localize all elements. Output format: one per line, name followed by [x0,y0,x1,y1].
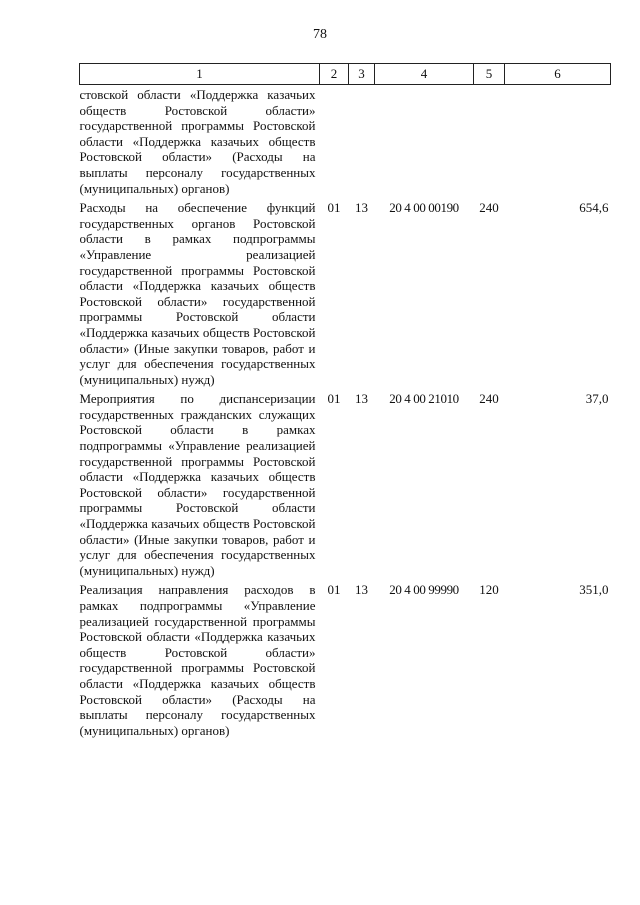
row-amount [505,85,611,201]
row-target-code [375,85,474,201]
table-row [80,391,611,582]
table-row [80,200,611,391]
row-section: 01 [327,200,341,216]
row-subsection: 13 [355,200,368,216]
table-row [80,582,611,742]
row-subsection [349,85,375,201]
row-amount: 654,6 [579,200,609,216]
row-expense-type: 240 [479,200,499,216]
row-expense-type [474,85,505,201]
row-subsection: 13 [355,391,368,407]
budget-table [79,63,611,742]
row-subsection: 13 [355,582,368,598]
row-target-code: 20 4 00 99990 [389,582,459,598]
row-amount: 351,0 [579,582,609,598]
header-col-4: 4 [375,64,474,85]
header-col-5: 5 [474,64,505,85]
row-target-code: 20 4 00 00190 [389,200,459,216]
row-target-code: 20 4 00 21010 [389,391,459,407]
header-col-3: 3 [349,64,375,85]
header-col-1: 1 [80,64,320,85]
row-section: 01 [327,582,341,598]
row-description: Мероприятия по диспансеризации государственных гражданских служащих Ростовской области в рамках подпрограммы «Управление реализацией государственной программы Ростовской области «Поддержка казачьих обществ Ростовской области» государственной программы Ростовской области «Поддержка казачьих обществ Ростовской области» (Иные закупки товаров, работ и услуг для обеспечения государственных (муниципальных) нужд) [79,391,316,578]
row-description: Реализация направления расходов в рамках подпрограммы «Управление реализацией государственной программы Ростовской области «Поддержка казачьих обществ Ростовской области» государственной программы Ростовской области «Поддержка казачьих обществ Ростовской области» (Расходы на выплаты персоналу государственных (муниципальных) органов) [79,582,316,738]
table-row [80,85,611,201]
row-section [320,85,349,201]
row-description: Расходы на обеспечение функций государственных органов Ростовской области в рамках подпрограммы «Управление реализацией государственной программы Ростовской области «Поддержка казачьих обществ Ростовской области» государственной программы Ростовской области «Поддержка казачьих обществ Ростовской области» (Иные закупки товаров, работ и услуг для обеспечения государственных (муниципальных) нужд) [79,200,316,387]
row-description: стовской области «Поддержка казачьих обществ Ростовской области» государственной программы Ростовской области «Поддержка казачьих обществ Ростовской области» (Расходы на выплаты персоналу государственных (муниципальных) органов) [79,87,316,196]
page-number: 78 [313,27,327,42]
row-section: 01 [327,391,341,407]
table-header-row [80,64,611,85]
row-expense-type: 240 [479,391,499,407]
row-amount: 37,0 [585,391,609,407]
header-col-2: 2 [320,64,349,85]
header-col-6: 6 [505,64,611,85]
row-expense-type: 120 [479,582,499,598]
